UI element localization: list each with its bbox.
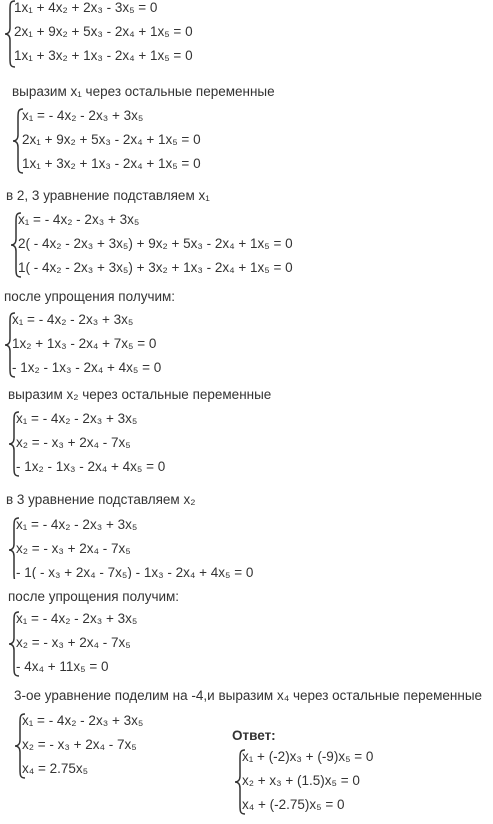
equation: 2x₁ + 9x₂ + 5x₃ - 2x₄ + 1x₅ = 0 xyxy=(22,132,201,147)
step-note: выразим x₂ через остальные переменные xyxy=(8,387,272,402)
answer-equation: x₂ + x₃ + (1.5)x₅ = 0 xyxy=(242,773,360,788)
step-note: в 3 уравнение подставляем x₂ xyxy=(6,492,196,507)
system-4 xyxy=(4,312,304,378)
step-note: после упрощения получим: xyxy=(4,289,176,304)
equation: 2x₁ + 9x₂ + 5x₃ - 2x₄ + 1x₅ = 0 xyxy=(14,24,193,39)
answer-title: Ответ: xyxy=(232,728,276,743)
answer-equation: x₄ + (-2.75)x₅ = 0 xyxy=(242,797,345,812)
equation: 1x₂ + 1x₃ - 2x₄ + 7x₅ = 0 xyxy=(12,336,157,351)
equation: x₁ = - 4x₂ - 2x₃ + 3x₅ xyxy=(16,517,138,532)
answer-system xyxy=(234,749,434,815)
equation: 1x₁ + 4x₂ + 2x₃ - 3x₅ = 0 xyxy=(14,0,158,15)
equation: 1x₁ + 3x₂ + 1x₃ - 2x₄ + 1x₅ = 0 xyxy=(14,48,193,63)
equation: - 4x₄ + 11x₅ = 0 xyxy=(16,659,109,674)
system-3 xyxy=(10,212,340,278)
equation: x₂ = - x₃ + 2x₄ - 7x₅ xyxy=(16,635,131,650)
equation: x₁ = - 4x₂ - 2x₃ + 3x₅ xyxy=(18,212,140,227)
system-2 xyxy=(12,108,312,174)
equation: - 1x₂ - 1x₃ - 2x₄ + 4x₅ = 0 xyxy=(16,459,166,474)
system-1 xyxy=(4,0,304,68)
equation: 2( - 4x₂ - 2x₃ + 3x₅) + 9x₂ + 5x₃ - 2x₄ + 1x₅ = 0 xyxy=(18,236,293,251)
equation: 1( - 4x₂ - 2x₃ + 3x₅) + 3x₂ + 1x₃ - 2x₄ + 1x₅ = 0 xyxy=(18,260,293,275)
equation: x₂ = - x₃ + 2x₄ - 7x₅ xyxy=(22,737,137,752)
equation: x₁ = - 4x₂ - 2x₃ + 3x₅ xyxy=(16,411,138,426)
equation: 1x₁ + 3x₂ + 1x₃ - 2x₄ + 1x₅ = 0 xyxy=(22,156,201,171)
step-note: 3-ое уравнение поделим на -4,и выразим x₄ через остальные переменные xyxy=(14,688,483,703)
system-5 xyxy=(8,411,308,477)
step-note: после упрощения получим: xyxy=(8,589,180,604)
system-6 xyxy=(8,517,308,579)
equation: x₁ = - 4x₂ - 2x₃ + 3x₅ xyxy=(16,611,138,626)
equation: x₄ = 2.75x₅ xyxy=(22,761,89,776)
step-note: в 2, 3 уравнение подставляем x₁ xyxy=(6,188,210,203)
system-8 xyxy=(14,713,214,779)
equation: x₁ = - 4x₂ - 2x₃ + 3x₅ xyxy=(22,108,144,123)
equation: x₁ = - 4x₂ - 2x₃ + 3x₅ xyxy=(22,713,144,728)
equation: - 1x₂ - 1x₃ - 2x₄ + 4x₅ = 0 xyxy=(12,360,162,375)
equation: x₁ = - 4x₂ - 2x₃ + 3x₅ xyxy=(12,312,134,327)
answer-equation: x₁ + (-2)x₃ + (-9)x₅ = 0 xyxy=(242,749,374,764)
equation: - 1( - x₃ + 2x₄ - 7x₅) - 1x₃ - 2x₄ + 4x₅ = 0 xyxy=(16,565,254,579)
system-7 xyxy=(8,611,308,677)
equation: x₂ = - x₃ + 2x₄ - 7x₅ xyxy=(16,435,131,450)
equation: x₂ = - x₃ + 2x₄ - 7x₅ xyxy=(16,541,131,556)
step-note: выразим x₁ через остальные переменные xyxy=(12,84,275,99)
